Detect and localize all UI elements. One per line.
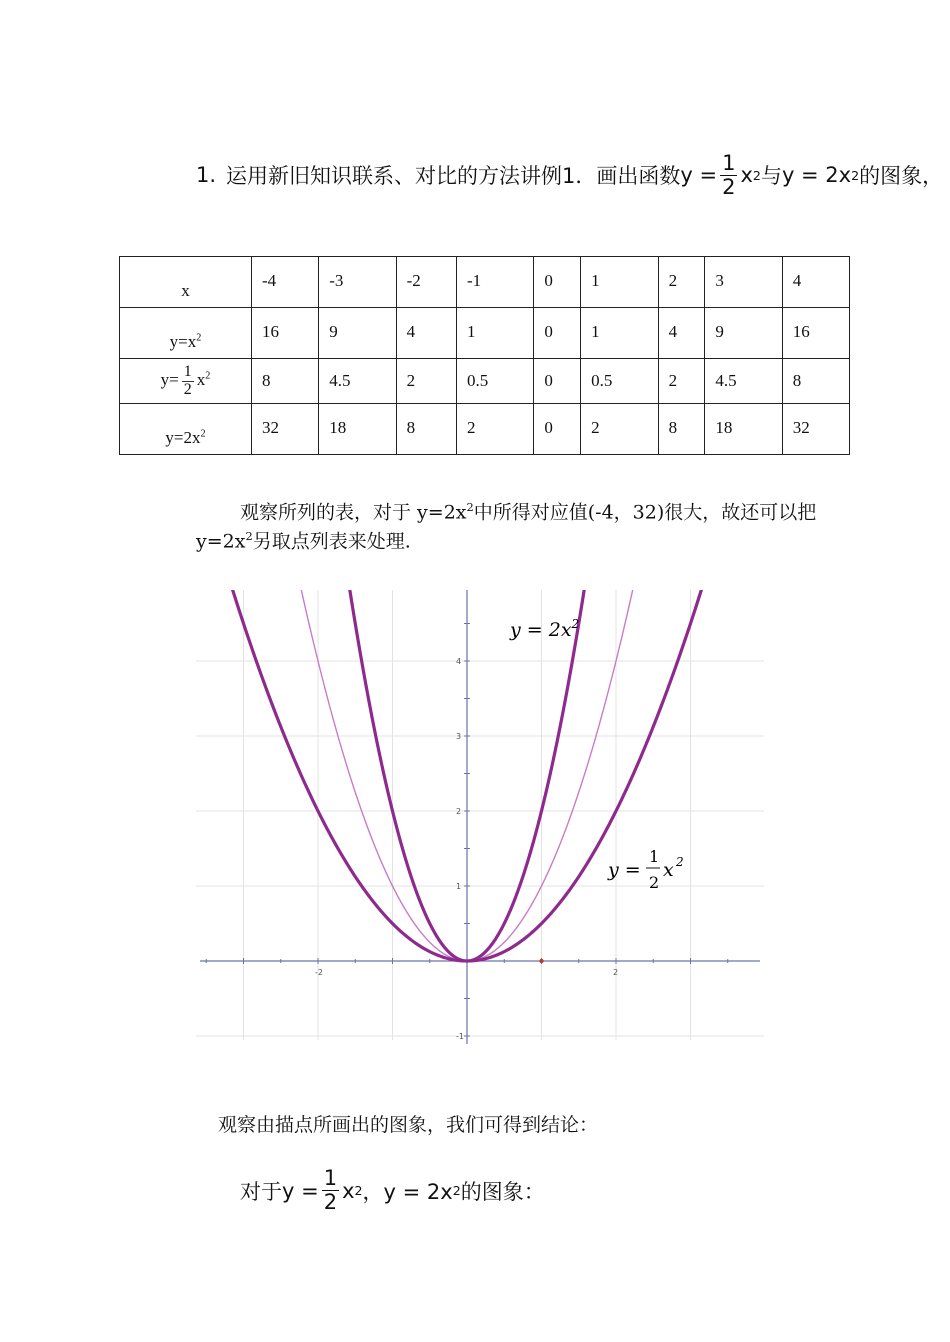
point-marker — [539, 959, 543, 963]
row-head-x — [120, 257, 252, 308]
y-tick-label: 4 — [456, 657, 462, 666]
table-cell: -2 — [396, 257, 456, 308]
heading-y-eq: y = — [680, 163, 718, 187]
y-tick-label: 3 — [456, 732, 462, 741]
paragraph-text: 的图象： — [460, 1179, 545, 1204]
table-cell: 2 — [658, 359, 705, 404]
table-cell: 4.5 — [705, 359, 782, 404]
table-cell: 1 — [581, 308, 658, 359]
row-head-label: x — [181, 281, 190, 300]
parabola-graph — [196, 590, 764, 1050]
x-tick-label: -2 — [315, 968, 323, 977]
paragraph-fraction-num: 1 — [323, 1166, 338, 1190]
row-head-fraction-den: 2 — [183, 380, 192, 398]
heading-connector: 与 — [760, 164, 782, 188]
paragraph-sup: 2 — [466, 500, 474, 514]
label-half-y: y = — [608, 859, 641, 881]
paragraph-text: y=2x — [196, 530, 246, 553]
table-row — [120, 404, 850, 455]
table-cell: 2 — [396, 359, 456, 404]
table-cell: 3 — [705, 257, 782, 308]
table-cell: 8 — [396, 404, 456, 455]
heading-fraction-num: 1 — [722, 150, 736, 175]
table-cell: 4 — [658, 308, 705, 359]
table-cell: 8 — [252, 359, 319, 404]
paragraph-sup: 2 — [452, 1183, 461, 1198]
table-cell: 16 — [252, 308, 319, 359]
table-cell: 2 — [581, 404, 658, 455]
table-cell: -3 — [319, 257, 396, 308]
y-tick-label: 2 — [456, 807, 462, 816]
x-tick-label: 2 — [613, 968, 619, 977]
paragraph-text: ，y = 2x — [362, 1179, 453, 1204]
label-half-sup: 2 — [676, 855, 684, 869]
paragraph-continued — [196, 521, 411, 556]
row-head-x: x — [196, 369, 206, 389]
heading-fraction — [720, 150, 737, 199]
heading-tail: 的图象， — [859, 164, 944, 188]
table-cell: 8 — [782, 359, 849, 404]
paragraph-text: 对于 — [240, 1179, 282, 1204]
table-cell: 0.5 — [456, 359, 533, 404]
table-cell: 0.5 — [581, 359, 658, 404]
row-head-sup: 2 — [205, 370, 211, 382]
heading-fraction-den: 2 — [722, 174, 736, 199]
heading-y2x2: y = 2x — [781, 163, 852, 187]
table-cell: 9 — [705, 308, 782, 359]
table-cell: 4 — [396, 308, 456, 359]
paragraph-sup: 2 — [354, 1183, 363, 1198]
value-table — [119, 256, 850, 455]
heading-sup: 2 — [752, 167, 761, 183]
paragraph-y-eq: y = — [282, 1178, 319, 1203]
table-cell: 4.5 — [319, 359, 396, 404]
table-cell: 18 — [705, 404, 782, 455]
table-cell: 0 — [534, 308, 581, 359]
table-cell: 18 — [319, 404, 396, 455]
row-head-label: y=x — [169, 332, 197, 351]
table-row — [120, 308, 850, 359]
table-cell: 32 — [782, 404, 849, 455]
heading-x: x — [740, 163, 753, 187]
paragraph-for-functions — [240, 1168, 545, 1213]
table-cell: 0 — [534, 257, 581, 308]
table-cell: 9 — [319, 308, 396, 359]
row-head-sup: 2 — [200, 428, 206, 440]
row-head-label: y=2x — [165, 428, 201, 447]
label-half-x: x — [663, 859, 674, 881]
paragraph-text: 另取点列表来处理. — [252, 530, 411, 553]
table-cell: 0 — [534, 404, 581, 455]
paragraph-x: x — [342, 1178, 355, 1203]
table-cell: 4 — [782, 257, 849, 308]
paragraph-fraction-den: 2 — [323, 1190, 338, 1214]
paragraph-conclusion: 观察由描点所画出的图象，我们可得到结论： — [218, 1114, 599, 1136]
row-head-fraction — [182, 364, 194, 399]
paragraph-text: 中所得对应值(-4，32)很大，故还可以把 — [473, 501, 817, 524]
paragraph-fraction — [322, 1168, 339, 1213]
y-tick-label: -1 — [456, 1032, 464, 1041]
table-row — [120, 257, 850, 308]
row-head-fraction-num: 1 — [183, 362, 192, 380]
label-half-den: 2 — [649, 873, 660, 892]
table-row — [120, 359, 850, 404]
row-head-half-x2 — [120, 359, 252, 404]
heading-number: 1. — [196, 163, 217, 187]
label-half-x2 — [607, 847, 684, 892]
y-tick-label: 1 — [456, 882, 462, 891]
row-head-sup: 2 — [196, 332, 202, 344]
label-2x2: $y = 2x^2$ — [510, 617, 580, 641]
label-half-num: 1 — [649, 847, 660, 866]
row-head-2x2 — [120, 404, 252, 455]
paragraph-text: 观察所列的表，对于 y=2x — [240, 501, 467, 524]
row-head-x2 — [120, 308, 252, 359]
heading — [196, 150, 943, 200]
paragraph-sup: 2 — [245, 529, 253, 543]
heading-sup-b: 2 — [851, 167, 860, 183]
table-cell: 16 — [782, 308, 849, 359]
axes — [200, 590, 760, 1044]
row-head-label: y= — [160, 369, 179, 389]
table-cell: 2 — [456, 404, 533, 455]
table-cell: 8 — [658, 404, 705, 455]
table-cell: 1 — [581, 257, 658, 308]
heading-text: 运用新旧知识联系、对比的方法讲例1．画出函数 — [226, 164, 681, 188]
table-cell: 32 — [252, 404, 319, 455]
table-cell: -1 — [456, 257, 533, 308]
table-cell: -4 — [252, 257, 319, 308]
table-cell: 1 — [456, 308, 533, 359]
table-cell: 0 — [534, 359, 581, 404]
table-cell: 2 — [658, 257, 705, 308]
